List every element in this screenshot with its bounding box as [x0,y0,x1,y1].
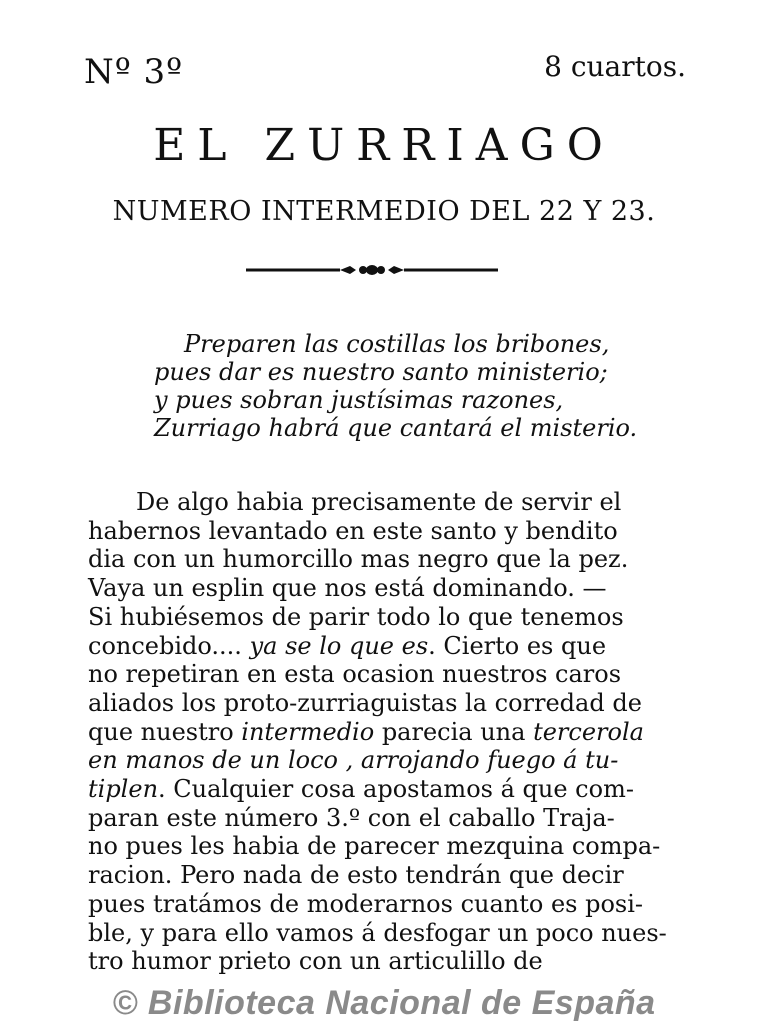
body-line [88,746,688,775]
body-text: . Cierto es que [428,631,607,660]
body-text-italic: tercerola [533,717,644,746]
body-text: . Cualquier cosa apostamos á que com- [158,775,634,804]
issue-number: Nº 3º [84,52,184,92]
article-body [88,488,688,976]
body-text-italic: en manos de un loco , arrojando fuego á tu- [88,746,619,775]
body-line [88,775,688,804]
body-line [88,660,688,689]
body-text: paran este número 3.º con el caballo Traja- [88,803,615,832]
body-text-italic: intermedio [241,717,375,746]
body-text: Si hubiésemos de parir todo lo que tenemos [88,602,624,631]
issue-price: 8 cuartos. [544,50,686,83]
body-text: habernos levantado en este santo y bendito [88,516,618,545]
verse-line: pues dar es nuestro santo ministerio; [154,358,608,386]
body-line [88,890,688,919]
epigraph-verse [150,330,710,442]
body-text: aliados los proto-zurriaguistas la corredad de [88,688,642,717]
body-text: ble, y para ello vamos á desfogar un poco nues- [88,918,667,947]
body-text: dia con un humorcillo mas negro que la pez. [88,545,629,574]
verse-line: Zurriago habrá que cantará el misterio. [154,414,638,442]
body-line [88,832,688,861]
body-line [88,488,688,517]
body-line [88,861,688,890]
body-text: no pues les habia de parecer mezquina compa- [88,832,661,861]
body-line [88,919,688,948]
body-line [88,603,688,632]
issue-subtitle: NUMERO INTERMEDIO DEL 22 Y 23. [112,196,656,227]
body-text: pues tratámos de moderarnos cuanto es posi- [88,889,644,918]
body-text: parecia una [374,717,534,746]
body-text: De algo habia precisamente de servir el [136,488,622,516]
body-text: concebido.... [88,631,250,660]
body-line [88,718,688,747]
body-line [88,517,688,546]
body-line [88,689,688,718]
body-line [88,632,688,661]
body-text: que nuestro [88,717,242,746]
body-text: racion. Pero nada de esto tendrán que decir [88,861,624,890]
verse-line: Preparen las costillas los bribones, [184,330,610,358]
body-text: no repetiran en esta ocasion nuestros caros [88,660,622,689]
body-text-italic: ya se lo que es [249,631,429,660]
body-text-italic: tiplen [88,775,159,804]
verse-line: y pues sobran justísimas razones, [154,386,564,414]
body-text: tro humor prieto con un articulillo de [88,947,543,976]
decorative-rule-ornament [244,258,500,282]
body-line [88,804,688,833]
body-line [88,545,688,574]
newspaper-title: EL ZURRIAGO [153,120,615,171]
body-text: Vaya un esplin que nos está dominando. — [88,574,607,603]
library-watermark: © Biblioteca Nacional de España [112,984,656,1022]
body-line [88,574,688,603]
body-line [88,947,688,976]
